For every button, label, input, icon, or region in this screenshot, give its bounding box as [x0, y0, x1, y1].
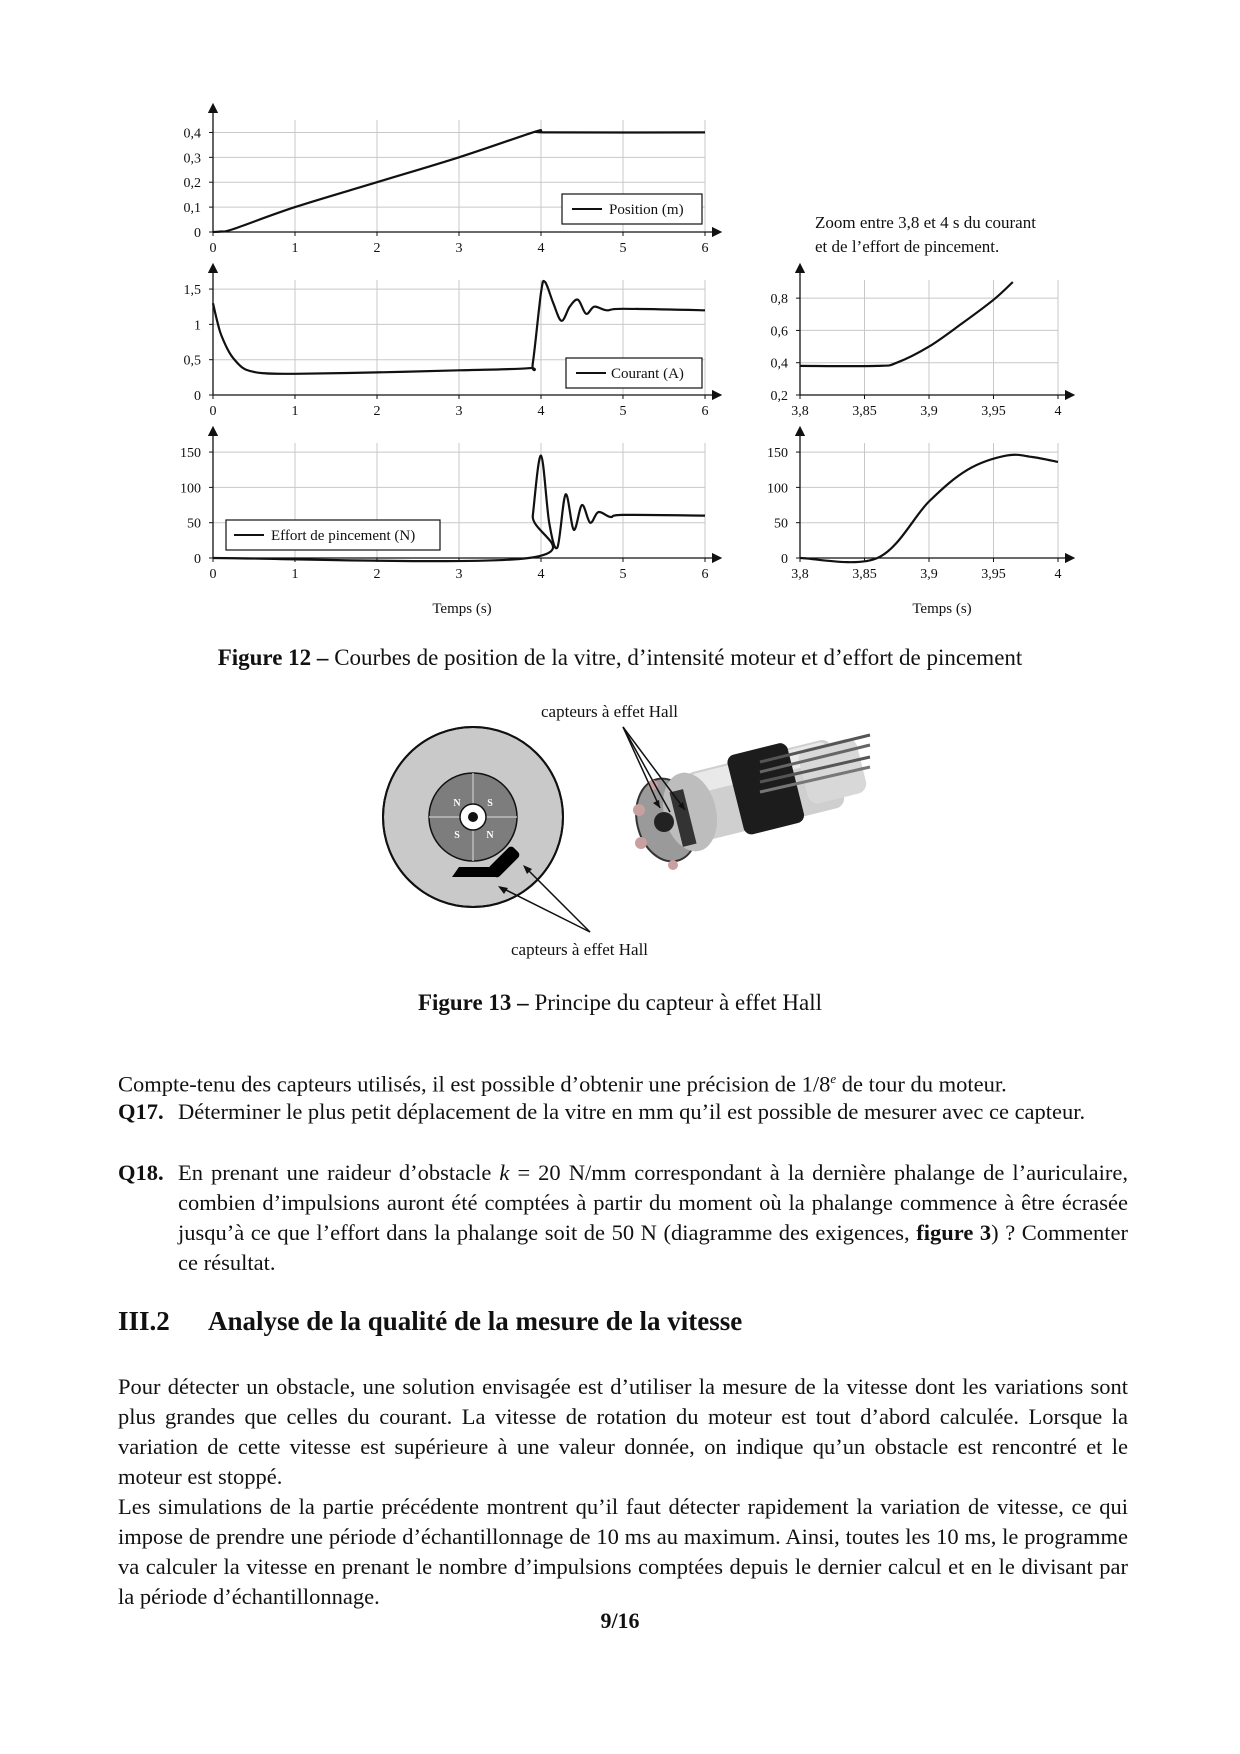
y-tick-label: 0,1: [183, 201, 201, 217]
x-tick-label: 0: [209, 404, 217, 419]
zoom-note-line2: et de l’effort de pincement.: [815, 237, 1000, 256]
q18-text-c: ) ? Commenter ce résultat.: [178, 1220, 1128, 1275]
figure-12-caption-label: Figure 12 –: [217, 645, 329, 670]
page-number: 9/16: [600, 1608, 640, 1633]
x-tick-label: 3,85: [852, 404, 877, 419]
x-tick-label: 5: [619, 404, 627, 419]
section-title: Analyse de la qualité de la mesure de la vitesse: [208, 1306, 743, 1336]
y-tick-label: 150: [180, 446, 201, 462]
y-tick-label: 150: [767, 446, 788, 462]
x-tick-label: 3: [455, 241, 463, 256]
q17-label: Q17.: [118, 1099, 164, 1124]
y-tick-label: 50: [187, 516, 201, 532]
arrow-bottom-1: [500, 887, 590, 932]
x-tick-label: 6: [701, 567, 709, 582]
question-q18: [118, 1158, 1128, 1278]
x-tick-label: 3,95: [981, 404, 1006, 419]
time-axis-label-zoom: Temps (s): [912, 601, 972, 617]
y-tick-label: 100: [767, 481, 788, 497]
q18-text-a: En prenant une raideur d’obstacle: [178, 1160, 500, 1185]
intro-superscript: e: [830, 1071, 837, 1086]
y-tick-label: 0: [781, 552, 788, 567]
x-tick-label: 4: [537, 404, 545, 419]
arrow-bottom-2: [525, 867, 590, 932]
x-tick-label: 4: [1054, 404, 1062, 419]
x-tick-label: 3,95: [981, 567, 1006, 582]
y-tick-label: 50: [774, 516, 788, 532]
legend-effort-label: Effort de pincement (N): [271, 528, 416, 544]
legend-courant-label: Courant (A): [611, 366, 684, 382]
q18-text-b: = 20 N/mm correspondant à la dernière phalange de l’auriculaire, combien d’impulsions auront été comptées à partir du moment où la phalange commence à être écrasée jusqu’à ce que l’effort dans la phalange soit de 50 N (diagramme des exigences,: [178, 1160, 1128, 1245]
intro-text-b: de tour du moteur.: [836, 1071, 1007, 1097]
y-tick-label: 0,4: [183, 126, 201, 142]
intro-text-a: Compte-tenu des capteurs utilisés, il est possible d’obtenir une précision de 1/8: [118, 1071, 831, 1097]
pole-label-3: S: [454, 830, 460, 841]
x-tick-label: 4: [537, 567, 545, 582]
paragraph-1: Pour détecter un obstacle, une solution envisagée est d’utiliser la mesure de la vitesse dont les variations sont plus grandes que celles du courant. La vitesse de rotation du moteur est tout d’abord calculée. Lorsque la variation de cette vitesse est supérieure à une valeur donnée, on indique qu’un obstacle est rencontré et le moteur est stoppé.: [118, 1374, 1128, 1489]
pole-label-2: S: [487, 798, 493, 809]
q18-text: [178, 1158, 1128, 1278]
y-tick-label: 0,2: [770, 389, 788, 404]
q17-text: Déterminer le plus petit déplacement de la vitre en mm qu’il est possible de mesurer avec ce capteur.: [178, 1099, 1086, 1124]
y-tick-label: 1,5: [183, 283, 201, 299]
x-tick-label: 3,85: [852, 567, 877, 582]
paragraph-2: Les simulations de la partie précédente montrent qu’il faut détecter rapidement la variation de vitesse, ce qui impose de prendre une période d’échantillonnage de 10 ms au maximum. Ainsi, toutes les 10 ms, le programme va calculer la vitesse en prenant le nombre d’impulsions comptées depuis le dernier calcul et en le divisant par la période d’échantillonnage.: [118, 1494, 1128, 1609]
section-number: III.2: [118, 1306, 170, 1336]
x-tick-label: 1: [291, 404, 299, 419]
x-tick-label: 3,8: [791, 404, 809, 419]
y-tick-label: 0,2: [183, 176, 201, 192]
x-tick-label: 3,8: [791, 567, 809, 582]
figure-13-caption-label: Figure 13 –: [417, 990, 529, 1015]
x-tick-label: 2: [373, 241, 381, 256]
y-tick-label: 0: [194, 226, 201, 241]
x-tick-label: 0: [209, 567, 217, 582]
figure-13-caption: [0, 990, 1240, 1016]
x-tick-label: 3,9: [920, 404, 938, 419]
x-tick-label: 0: [209, 241, 217, 256]
x-tick-label: 6: [701, 241, 709, 256]
x-tick-label: 1: [291, 567, 299, 582]
x-tick-label: 3,9: [920, 567, 938, 582]
x-tick-label: 4: [537, 241, 545, 256]
y-tick-label: 0,6: [770, 324, 788, 340]
y-tick-label: 0: [194, 552, 201, 567]
y-tick-label: 1: [194, 318, 201, 334]
hall-schematic: [383, 727, 563, 907]
pole-label-4: N: [486, 830, 494, 841]
q18-label: Q18.: [118, 1160, 164, 1185]
x-tick-label: 5: [619, 241, 627, 256]
section-heading: [118, 1306, 742, 1337]
x-tick-label: 1: [291, 241, 299, 256]
x-tick-label: 5: [619, 567, 627, 582]
zoom-note-line1: Zoom entre 3,8 et 4 s du courant: [815, 213, 1036, 232]
question-q17: [118, 1097, 1128, 1127]
time-axis-label-main: Temps (s): [432, 601, 492, 617]
x-tick-label: 3: [455, 404, 463, 419]
x-tick-label: 2: [373, 567, 381, 582]
y-tick-label: 100: [180, 481, 201, 497]
legend-position-label: Position (m): [609, 202, 684, 218]
y-tick-label: 0: [194, 389, 201, 404]
intro-paragraph: [118, 1064, 1128, 1100]
y-tick-label: 0,3: [183, 151, 201, 167]
x-tick-label: 6: [701, 404, 709, 419]
figure-12-caption-text: Courbes de position de la vitre, d’intensité moteur et d’effort de pincement: [328, 645, 1023, 670]
x-tick-label: 4: [1054, 567, 1062, 582]
x-tick-label: 2: [373, 404, 381, 419]
x-tick-label: 3: [455, 567, 463, 582]
y-tick-label: 0,5: [183, 353, 201, 369]
figure-13-caption-text: Principe du capteur à effet Hall: [528, 990, 823, 1015]
y-tick-label: 0,4: [770, 356, 788, 372]
q18-figure-ref: figure 3: [916, 1220, 992, 1245]
q18-variable-k: k: [499, 1160, 510, 1185]
pole-label-1: N: [453, 798, 461, 809]
hall-label-top: capteurs à effet Hall: [541, 702, 679, 721]
hall-label-bottom: capteurs à effet Hall: [511, 940, 649, 959]
y-tick-label: 0,8: [770, 292, 788, 308]
